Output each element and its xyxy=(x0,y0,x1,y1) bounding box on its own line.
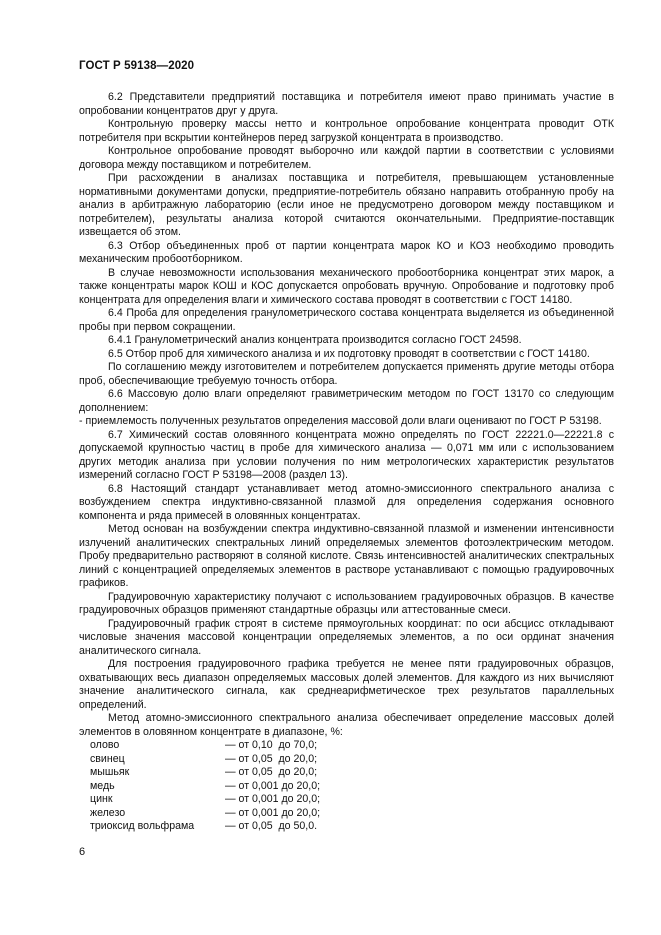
document-body xyxy=(79,91,614,834)
element-range: — от 0,001 до 20,0; xyxy=(225,806,321,819)
paragraph-6-5: 6.5 Отбор проб для химического анализа и их подготовку проводят в соответствии с ГОСТ 14180. xyxy=(108,347,590,360)
paragraph: При расхождении в анализах поставщика и потребителя, превышающем установленные нормативными документами допуски, предприятие-потребитель обязано направить отобранную пробу на анализ в арбитражную лабораторию (если иное не предусмотрено договором между поставщиком и потребителем), результаты анализа которой считаются окончательными. Предприятие-поставщик извещается об этом. xyxy=(79,172,614,238)
element-name: железо xyxy=(90,806,126,819)
element-name: олово xyxy=(90,739,120,751)
range-item xyxy=(90,807,614,821)
element-name: цинк xyxy=(90,793,113,805)
paragraph: По соглашению между изготовителем и потребителем допускается применять другие методы отбора проб, обеспечивающие требуемую точность отбора. xyxy=(79,361,614,387)
paragraph: Градуировочный график строят в системе прямоугольных координат: по оси абсцисс откладывают числовые значения массовой концентрации определяемых элементов, а по оси ординат значения аналитического сигнала. xyxy=(79,617,614,657)
paragraph: Градуировочную характеристику получают с использованием градуировочных образцов. В качестве градуировочных образцов применяют стандартные образцы или аттестованные смеси. xyxy=(79,590,614,616)
paragraph: Для построения градуировочного графика требуется не менее пяти градуировочных образцов, охватывающих весь диапазон определяемых массовых долей элементов. Для каждого из них вычисляют значение аналитического сигнала, как среднеарифметическое трех результатов параллельных определений. xyxy=(79,658,614,711)
element-range: — от 0,05 до 20,0; xyxy=(225,752,318,765)
element-range: — от 0,10 до 70,0; xyxy=(225,739,318,751)
paragraph-6-4: 6.4 Проба для определения гранулометрического состава концентрата выделяется из объединенной пробы при первом сокращении. xyxy=(79,307,614,333)
standard-header: ГОСТ Р 59138—2020 xyxy=(79,60,195,72)
range-item xyxy=(90,739,614,753)
paragraph-6-4-1: 6.4.1 Гранулометрический анализ концентрата производится согласно ГОСТ 24598. xyxy=(108,334,522,346)
paragraph-6-3: 6.3 Отбор объединенных проб от партии концентрата марок КО и КОЗ необходимо проводить механическим пробоотборником. xyxy=(79,239,614,265)
paragraph: Контрольное опробование проводят выборочно или каждой партии в соответствии с условиями договора между поставщиком и потребителем. xyxy=(79,145,614,171)
element-name: свинец xyxy=(90,752,125,765)
element-range: — от 0,05 до 50,0. xyxy=(225,820,318,832)
paragraph-6-8: 6.8 Настоящий стандарт устанавливает метод атомно-эмиссионного спектрального анализа с возбуждением спектра индуктивно-связанной плазмой для определения содержания основного компонента и ряда примесей в оловянных концентратах. xyxy=(79,482,614,522)
range-item xyxy=(90,780,614,794)
range-item xyxy=(90,820,614,834)
range-item xyxy=(90,793,614,807)
element-range-list xyxy=(90,739,614,834)
element-name: триоксид вольфрама xyxy=(90,820,195,832)
paragraph-6-7: 6.7 Химический состав оловянного концентрата можно определять по ГОСТ 22221.0—22221.8 с допускаемой крупностью частиц в пробе для химического анализа — 0,071 мм или с использованием других методик анализа при условии получения по ним метрологических характеристик результатов измерений согласно ГОСТ Р 53198—2008 (раздел 13). xyxy=(79,428,614,481)
range-item xyxy=(90,766,614,780)
page-number: 6 xyxy=(79,846,86,858)
paragraph-6-2: 6.2 Представители предприятий поставщика и потребителя имеют право принимать участие в опробовании концентратов друг у друга. xyxy=(79,91,614,117)
element-name: медь xyxy=(90,779,115,792)
paragraph-6-6: 6.6 Массовую долю влаги определяют гравиметрическим методом по ГОСТ 13170 со следующим дополнением: xyxy=(79,388,614,414)
paragraph-addition: - приемлемость полученных результатов определения массовой доли влаги оценивают по ГОСТ Р 53198. xyxy=(79,415,602,427)
element-range: — от 0,001 до 20,0; xyxy=(225,793,321,805)
element-name: мышьяк xyxy=(90,766,130,778)
paragraph: Метод основан на возбуждении спектра индуктивно-связанной плазмой и изменении интенсивности излучений аналитических спектральных линий определяемых элементов фотоэлектрическим методом. Пробу предварительно растворяют в соляной кислоте. Связь интенсивностей аналитических спектральных линий с концентрацией определяемых элементов в растворе устанавливают с помощью градуировочных графиков. xyxy=(79,523,614,589)
paragraph: Контрольную проверку массы нетто и контрольное опробование концентрата проводит ОТК потребителя при вскрытии контейнеров перед загрузкой концентрата в производство. xyxy=(79,118,614,144)
element-range: — от 0,05 до 20,0; xyxy=(225,766,318,778)
range-item xyxy=(90,753,614,767)
paragraph: Метод атомно-эмиссионного спектрального анализа обеспечивает определение массовых долей элементов в оловянном концентрате в диапазоне, %: xyxy=(79,712,614,738)
paragraph: В случае невозможности использования механического пробоотборника концентрат этих марок, а также концентраты марок КОШ и КОС допускается опробовать вручную. Опробование и подготовку проб концентрата для определения влаги и химического состава проводят в соответствии с ГОСТ 14180. xyxy=(79,266,614,306)
element-range: — от 0,001 до 20,0; xyxy=(225,779,321,792)
